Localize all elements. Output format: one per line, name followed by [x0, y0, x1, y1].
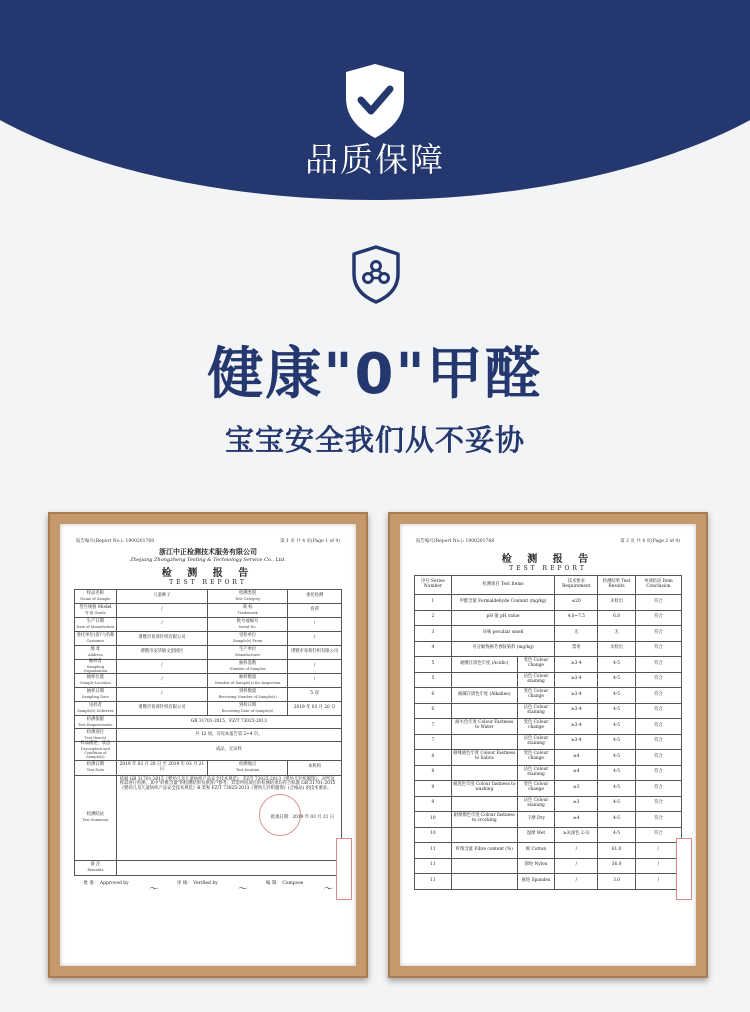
table-row: [415, 750, 682, 766]
table-cell: ≥4: [555, 765, 598, 781]
table-cell: 6.8: [598, 610, 635, 626]
cell-text: 委托单位(客户)名称: [76, 632, 115, 638]
cell-text: 送样者: [88, 703, 102, 709]
table-cell: 4-5: [598, 812, 635, 828]
cell-text: /: [313, 663, 316, 669]
table-cell: /: [635, 858, 681, 874]
cell-text: 诸暨市育荷针织有限公司: [138, 635, 186, 641]
table-cell: [451, 703, 517, 719]
red-seal: [259, 794, 301, 836]
col-header: 序号 Series Number: [415, 576, 452, 595]
cell-text: Sample Location: [80, 681, 111, 686]
cell-text: /: [161, 691, 163, 697]
table-row: [75, 702, 342, 716]
table-cell: 耐摩擦色牢度 Colour fastness to crocking: [451, 812, 517, 828]
table-cell: [451, 858, 517, 874]
desc-value: 成品、无异样: [116, 742, 341, 760]
table-cell: 5: [415, 657, 452, 673]
frame-mat: [60, 524, 356, 966]
test-date-value: 2019 年 03 月 20 日 至 2019 年 03 月 21 日: [116, 760, 207, 775]
table-cell: 10: [415, 812, 452, 828]
table-cell: 甲醛含量 Formaldehyde Content (mg/kg): [451, 595, 554, 611]
table-cell: 4-5: [598, 703, 635, 719]
banner-title: 品质保障: [305, 140, 445, 179]
table-header-row: [415, 576, 682, 595]
table-row: [75, 604, 342, 618]
table-row: 检测结论 Test Summary 依据 GB 31701-2015《婴幼儿及儿童纺织产品安全技术规范》、FZ/T 73025-2013《婴幼儿针织服饰》，对所送样品进行检测，其中"纤维含量"的检测结果仅供客户参考；其余所检项目的检测结果均符合标准 GB 31701-2015《婴幼儿及儿童纺织产品安全技术规范》B 类和 FZ/T 73025-2013《婴幼儿针织服饰》(合格品) 的技术要求。 批准日期：2019 年 03 月 21 日: [75, 775, 342, 860]
table-cell: 禁用: [555, 641, 598, 657]
cell-text: 抽样数量: [239, 675, 257, 681]
cell-text: 抽样日期: [86, 689, 104, 695]
table-cell: 4-5: [598, 657, 635, 673]
table-row: [75, 590, 342, 604]
table-cell: 氨纶 Spandex: [517, 874, 554, 890]
report-number: 报告编号(Report No.): 1900201768: [76, 539, 155, 544]
cell-text: Receiving Number of Sample(s): [218, 695, 277, 700]
table-cell: 沾色 Colour staining: [517, 734, 554, 750]
table-cell: 符合: [635, 750, 681, 766]
cell-text: 抽样基数: [239, 661, 257, 667]
report-number: 报告编号(Report No.): 1900201768: [416, 539, 495, 544]
table-row: [415, 595, 682, 611]
table-cell: 耐碱汗渍色牢度 (Alkaline): [451, 688, 517, 704]
table-cell: 4-5: [598, 719, 635, 735]
col-header: 检测项目 Test Items: [451, 576, 554, 595]
table-cell: 可分解致癌芳香胺染料 (mg/kg): [451, 641, 554, 657]
table-row: [75, 660, 342, 674]
table-row: [75, 688, 342, 702]
col-header: 单项结论 Item Conclusion: [635, 576, 681, 595]
table-row: [415, 781, 682, 797]
table-cell: 4-5: [598, 781, 635, 797]
test-results-table: [414, 575, 682, 890]
table-cell: 8: [415, 765, 452, 781]
table-cell: 符合: [635, 719, 681, 735]
report-title: 检 测 报 告: [161, 568, 255, 579]
table-cell: 沾色 Colour staining: [517, 703, 554, 719]
table-cell: 变色 Colour change: [517, 657, 554, 673]
table-row: [75, 674, 342, 688]
frame-mat: [400, 524, 696, 966]
items-value: 共 12 项，详见本报告第 2~4 页。: [116, 729, 341, 742]
report-page-2: [414, 538, 682, 952]
cell-text: 批号或编号: [236, 618, 259, 624]
table-cell: 符合: [635, 672, 681, 688]
cell-text: 抽样位置: [86, 675, 104, 681]
report-title-en: TEST REPORT: [169, 579, 247, 586]
cell-text: 委托检测: [305, 593, 324, 599]
table-row: [415, 796, 682, 812]
table-cell: 6: [415, 703, 452, 719]
cell-text: Sample(s) From: [233, 638, 263, 643]
table-row: 检测日期 Test Date 2019 年 03 月 20 日 至 2019 年 03 月 21 日 检测地点 Test location 本机构: [75, 760, 342, 775]
cell-text: 检测类别: [239, 590, 257, 596]
page-number: 第 2 页 共 4 页(Page 2 of 4): [620, 539, 680, 544]
table-cell: 符合: [635, 703, 681, 719]
table-cell: 4.0~7.5: [555, 610, 598, 626]
table-cell: 沾色 Colour staining: [517, 672, 554, 688]
table-cell: 11: [415, 858, 452, 874]
table-cell: ≥4: [555, 750, 598, 766]
cell-text: 受检单位: [239, 632, 257, 638]
table-cell: 3: [415, 626, 452, 642]
table-cell: 锦纶 Nylon: [517, 858, 554, 874]
table-row: [415, 874, 682, 890]
table-cell: 4-5: [598, 734, 635, 750]
table-cell: 9: [415, 781, 452, 797]
cell-text: Sample(s) Deliverer: [77, 709, 114, 714]
table-cell: 5: [415, 672, 452, 688]
top-banner: [0, 0, 750, 200]
table-row: 备 注 Remarks: [75, 860, 342, 875]
table-cell: 耐洗色牢度 Colour fastness to washing: [451, 781, 517, 797]
table-cell: 无: [555, 626, 598, 642]
cell-text: 到样数量: [239, 689, 257, 695]
table-cell: 符合: [635, 657, 681, 673]
cell-text: Trademark: [237, 610, 258, 615]
table-cell: 耐唾液色牢度 Colour Fastness to Saliva: [451, 750, 517, 766]
table-cell: 沾色 Colour staining: [517, 765, 554, 781]
table-cell: 变色 Colour change: [517, 719, 554, 735]
table-cell: 7: [415, 719, 452, 735]
table-cell: 2: [415, 610, 452, 626]
table-cell: 符合: [635, 781, 681, 797]
cell-text: Address: [88, 652, 103, 657]
table-cell: [451, 874, 517, 890]
table-cell: ≥3-4: [555, 657, 598, 673]
cell-text: 等 级 Grade: [85, 610, 106, 615]
table-cell: [451, 827, 517, 843]
table-cell: 4-5: [598, 750, 635, 766]
cell-text: /: [313, 621, 316, 627]
table-cell: 耐水色牢度 Colour Fastness to Water: [451, 719, 517, 735]
table-cell: /: [555, 874, 598, 890]
cell-text: Manufacturer: [234, 652, 261, 657]
signature: 〜: [236, 883, 247, 895]
table-cell: 无: [598, 626, 635, 642]
table-cell: 符合: [635, 765, 681, 781]
cell-text: Customer: [86, 638, 105, 643]
side-seal: [336, 838, 352, 900]
table-cell: ≥3: [555, 781, 598, 797]
cell-text: /: [161, 607, 163, 613]
table-cell: 符合: [635, 827, 681, 843]
cell-text: 5 双: [310, 691, 319, 697]
table-cell: 干摩 Dry: [517, 812, 554, 828]
sample-info-table: [74, 589, 342, 876]
subline: 宝宝安全我们从不妥协: [224, 423, 525, 457]
company-name: 浙江中正检测技术服务有限公司: [159, 547, 257, 556]
table-cell: 符合: [635, 796, 681, 812]
cell-text: Sampling Organization: [83, 664, 108, 674]
table-cell: 未检出: [598, 595, 635, 611]
cell-text: /: [161, 663, 163, 669]
table-row: [415, 688, 682, 704]
cell-text: 地 址: [90, 646, 101, 652]
table-cell: 符合: [635, 812, 681, 828]
table-cell: 符合: [635, 688, 681, 704]
table-cell: 变色 Colour change: [517, 781, 554, 797]
table-cell: 11: [415, 843, 452, 859]
report-frame-2: [388, 512, 708, 978]
table-row: [75, 646, 342, 660]
table-row: 样品描述、状态 Description and Condition of Sample(s) 成品、无异样: [75, 742, 342, 760]
table-cell: 4: [415, 641, 452, 657]
cell-text: Number of Sample(s) for Inspection: [214, 681, 281, 686]
col-header: 技术要求 Requirement: [555, 576, 598, 595]
headline: 健康"0"甲醛: [207, 342, 543, 407]
verified-by-label: 审 核： Verified by: [176, 880, 218, 886]
requirement-value: GB 31701-2015、FZ/T 73025-2013: [116, 716, 341, 729]
table-cell: 9: [415, 796, 452, 812]
table-cell: 6: [415, 688, 452, 704]
table-cell: [451, 796, 517, 812]
table-cell: [451, 734, 517, 750]
table-cell: 4-5: [598, 827, 635, 843]
cell-text: 2019 年 03 月 20 日: [293, 705, 336, 711]
table-cell: /: [635, 874, 681, 890]
table-cell: 耐酸汗渍色牢度 (Acidic): [451, 657, 517, 673]
table-row: [415, 626, 682, 642]
cell-text: 样品名称: [86, 590, 104, 596]
table-row: [415, 657, 682, 673]
signature: 〜: [147, 883, 158, 895]
table-row: [415, 610, 682, 626]
table-cell: ≥3-4: [555, 719, 598, 735]
table-cell: 符合: [635, 734, 681, 750]
table-cell: [451, 765, 517, 781]
page-number: 第 1 页 共 4 页(Page 1 of 4): [280, 539, 340, 544]
cell-text: Test Category: [234, 596, 261, 601]
table-row: [415, 765, 682, 781]
table-cell: 8: [415, 750, 452, 766]
table-cell: 符合: [635, 610, 681, 626]
side-seal: [676, 838, 692, 900]
report-page-1: [74, 538, 342, 952]
table-row: 检测依据 Test Requirements GB 31701-2015、FZ/T 73025-2013: [75, 716, 342, 729]
table-cell: 3.0: [598, 874, 635, 890]
table-row: [415, 734, 682, 750]
table-cell: 符合: [635, 641, 681, 657]
shield-molecule-icon: [350, 244, 402, 304]
table-cell: ≥3-4: [555, 688, 598, 704]
cell-text: 诸暨市安华镇文创园区: [140, 649, 184, 655]
company-name-en: Zhejiang Zhongzheng Testing & Technology Service Co., Ltd.: [130, 557, 286, 563]
table-cell: 4-5: [598, 672, 635, 688]
table-cell: 61.0: [598, 843, 635, 859]
table-cell: 变色 Colour change: [517, 750, 554, 766]
table-cell: 符合: [635, 595, 681, 611]
cell-text: /: [161, 677, 163, 683]
table-cell: 纤维含量 Fibre content (%): [451, 843, 517, 859]
test-location-value: 本机构: [288, 760, 342, 775]
approved-by-label: 批 准： Approved by: [83, 880, 129, 886]
table-cell: 棉 Cotton: [517, 843, 554, 859]
table-cell: 11: [415, 874, 452, 890]
table-cell: ≥3-4: [555, 703, 598, 719]
compiled-by-label: 编 制： Compose: [265, 880, 304, 886]
table-row: [415, 641, 682, 657]
cell-text: 到样日期: [239, 703, 257, 709]
table-cell: /: [555, 843, 598, 859]
table-cell: pH 值 pH value: [451, 610, 554, 626]
table-row: [415, 672, 682, 688]
table-cell: [451, 672, 517, 688]
shield-check-icon: [334, 60, 416, 142]
cell-text: 诸暨市育荷针织有限公司: [138, 705, 186, 711]
cell-text: 育荷: [310, 607, 319, 613]
cell-text: 抽样者: [88, 659, 102, 664]
cell-text: 儿童裤子: [153, 593, 171, 599]
report-title-en: TEST REPORT: [509, 565, 587, 572]
table-row: [415, 827, 682, 843]
table-cell: ≥4: [555, 812, 598, 828]
table-row: [415, 843, 682, 859]
cell-text: /: [161, 621, 163, 627]
table-cell: 4-5: [598, 765, 635, 781]
cell-text: 生产日期: [86, 618, 104, 624]
table-cell: /: [555, 858, 598, 874]
table-cell: 变色 Colour change: [517, 688, 554, 704]
table-row: [75, 632, 342, 646]
table-cell: 未检出: [598, 641, 635, 657]
table-row: [415, 812, 682, 828]
table-cell: ≥3-4: [555, 734, 598, 750]
table-cell: 异味 peculiar smell: [451, 626, 554, 642]
signature: 〜: [322, 883, 333, 895]
table-cell: 36.0: [598, 858, 635, 874]
table-cell: ≤20: [555, 595, 598, 611]
cell-text: Number of Samples: [229, 667, 266, 671]
summary-text: 依据 GB 31701-2015《婴幼儿及儿童纺织产品安全技术规范》、FZ/T 73025-2013《婴幼儿针织服饰》，对所送样品进行检测，其中"纤维含量"的检测结果仅供客户参考；其余所检项目的检测结果均符合标准 GB 31701-2015《婴幼儿及儿童纺织产品安全技术规范》B 类和 FZ/T 73025-2013《婴幼儿针织服饰》(合格品) 的技术要求。: [119, 776, 336, 792]
cell-text: 生产单位: [239, 646, 257, 652]
cell-text: Serial No.: [238, 624, 257, 629]
table-cell: 湿摩 Wet: [517, 827, 554, 843]
report-frame-1: [48, 512, 368, 978]
table-row: [415, 858, 682, 874]
table-cell: 符合: [635, 626, 681, 642]
table-row: [75, 618, 342, 632]
cell-text: Name of Sample: [80, 596, 111, 601]
table-cell: ≥3-4: [555, 672, 598, 688]
table-row: 检测项目 Test Item(s) 共 12 项，详见本报告第 2~4 页。: [75, 729, 342, 742]
approve-date: 批准日期：2019 年 03 月 21 日: [270, 815, 334, 821]
report-title: 检 测 报 告: [501, 554, 595, 565]
cell-text: Date of Manufacture: [76, 624, 115, 629]
table-cell: 沾色 Colour staining: [517, 796, 554, 812]
table-cell: 4-5: [598, 796, 635, 812]
table-cell: /: [635, 843, 681, 859]
table-cell: 1: [415, 595, 452, 611]
table-cell: 7: [415, 734, 452, 750]
table-row: [415, 703, 682, 719]
cell-text: /: [313, 677, 316, 683]
cell-text: 型号规格 Model: [79, 604, 112, 610]
cell-text: /: [313, 635, 316, 641]
table-cell: ≥3: [555, 796, 598, 812]
col-header: 检测结果 Test Results: [598, 576, 635, 595]
table-row: [415, 719, 682, 735]
table-cell: 10: [415, 827, 452, 843]
cell-text: Receiving Date of Sample(s): [221, 709, 274, 714]
cell-text: 诸暨市育荷针织有限公司: [290, 649, 339, 655]
table-cell: ≥3(深色 2-3): [555, 827, 598, 843]
signature-line: [74, 880, 342, 895]
cell-text: 商 标: [242, 604, 253, 610]
cell-text: Sampling Date: [81, 695, 109, 700]
table-cell: 4-5: [598, 688, 635, 704]
